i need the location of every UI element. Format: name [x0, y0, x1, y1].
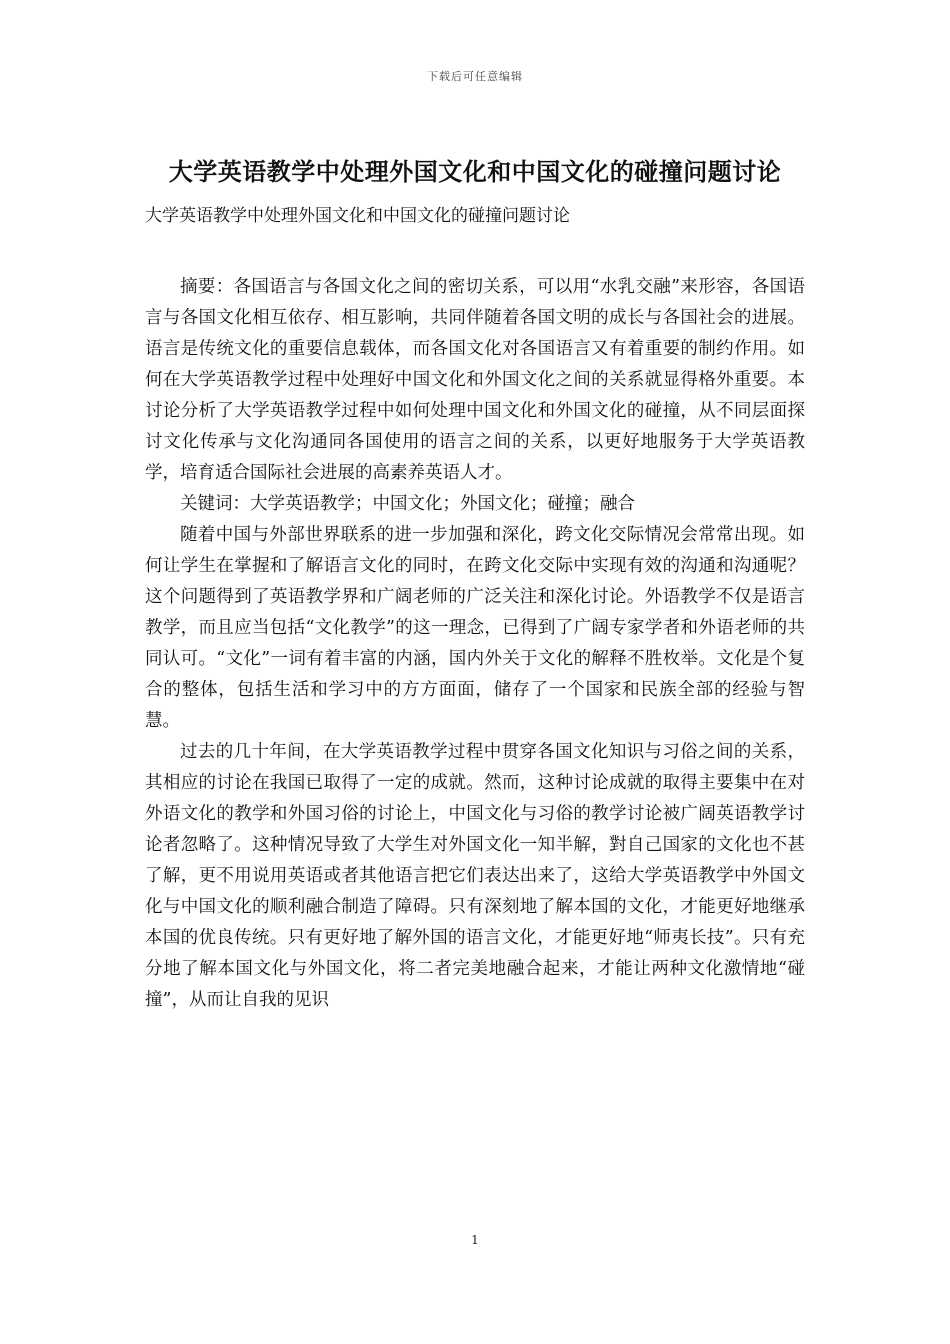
- abstract-paragraph: 摘要：各国语言与各国文化之间的密切关系，可以用“水乳交融”来形容，各国语言与各国文化相互依存、相互影响，共同伴随着各国文明的成长与各国社会的进展。语言是传统文化的重要信息载体，而各国文化对各国语言又有着重要的制约作用。如何在大学英语教学过程中处理好中国文化和外国文化之间的关系就显得格外重要。本讨论分析了大学英语教学过程中如何处理中国文化和外国文化的碰撞，从不同层面探讨文化传承与文化沟通同各国使用的语言之间的关系，以更好地服务于大学英语教学，培育适合国际社会进展的高素养英语人才。: [145, 277, 805, 483]
- document-subtitle: 大学英语教学中处理外国文化和中国文化的碰撞问题讨论: [145, 206, 570, 226]
- page-header-note: 下载后可任意编辑: [427, 70, 523, 83]
- keywords-paragraph: 关键词：大学英语教学；中国文化；外国文化；碰撞；融合: [180, 494, 635, 514]
- body-paragraph: 随着中国与外部世界联系的进一步加强和深化，跨文化交际情况会常常出现。如何让学生在掌握和了解语言文化的同时，在跨文化交际中实现有效的沟通和沟通呢？这个问题得到了英语教学界和广阔老师的广泛关注和深化讨论。外语教学不仅是语言教学，而且应当包括“文化教学”的这一理念，已得到了广阔专家学者和外语老师的共同认可。“文化”一词有着丰富的内涵，国内外关于文化的解释不胜枚举。文化是个复合的整体，包括生活和学习中的方方面面，储存了一个国家和民族全部的经验与智慧。: [145, 525, 805, 731]
- body-paragraph: 过去的几十年间，在大学英语教学过程中贯穿各国文化知识与习俗之间的关系，其相应的讨论在我国已取得了一定的成就。然而，这种讨论成就的取得主要集中在对外语文化的教学和外国习俗的讨论上，中国文化与习俗的教学讨论被广阔英语教学讨论者忽略了。这种情况导致了大学生对外国文化一知半解，對自己国家的文化也不甚了解，更不用说用英语或者其他语言把它们表达出来了，这给大学英语教学中外国文化与中国文化的顺利融合制造了障碍。只有深刻地了解本国的文化，才能更好地继承本国的优良传统。只有更好地了解外国的语言文化，才能更好地“师夷长技”。只有充分地了解本国文化与外国文化，将二者完美地融合起来，才能让两种文化激情地“碰撞”，从而让自我的见识: [145, 742, 805, 1010]
- document-body: [145, 272, 805, 1016]
- page-number: 1: [471, 1233, 479, 1247]
- document-title: 大学英语教学中处理外国文化和中国文化的碰撞问题讨论: [168, 157, 782, 186]
